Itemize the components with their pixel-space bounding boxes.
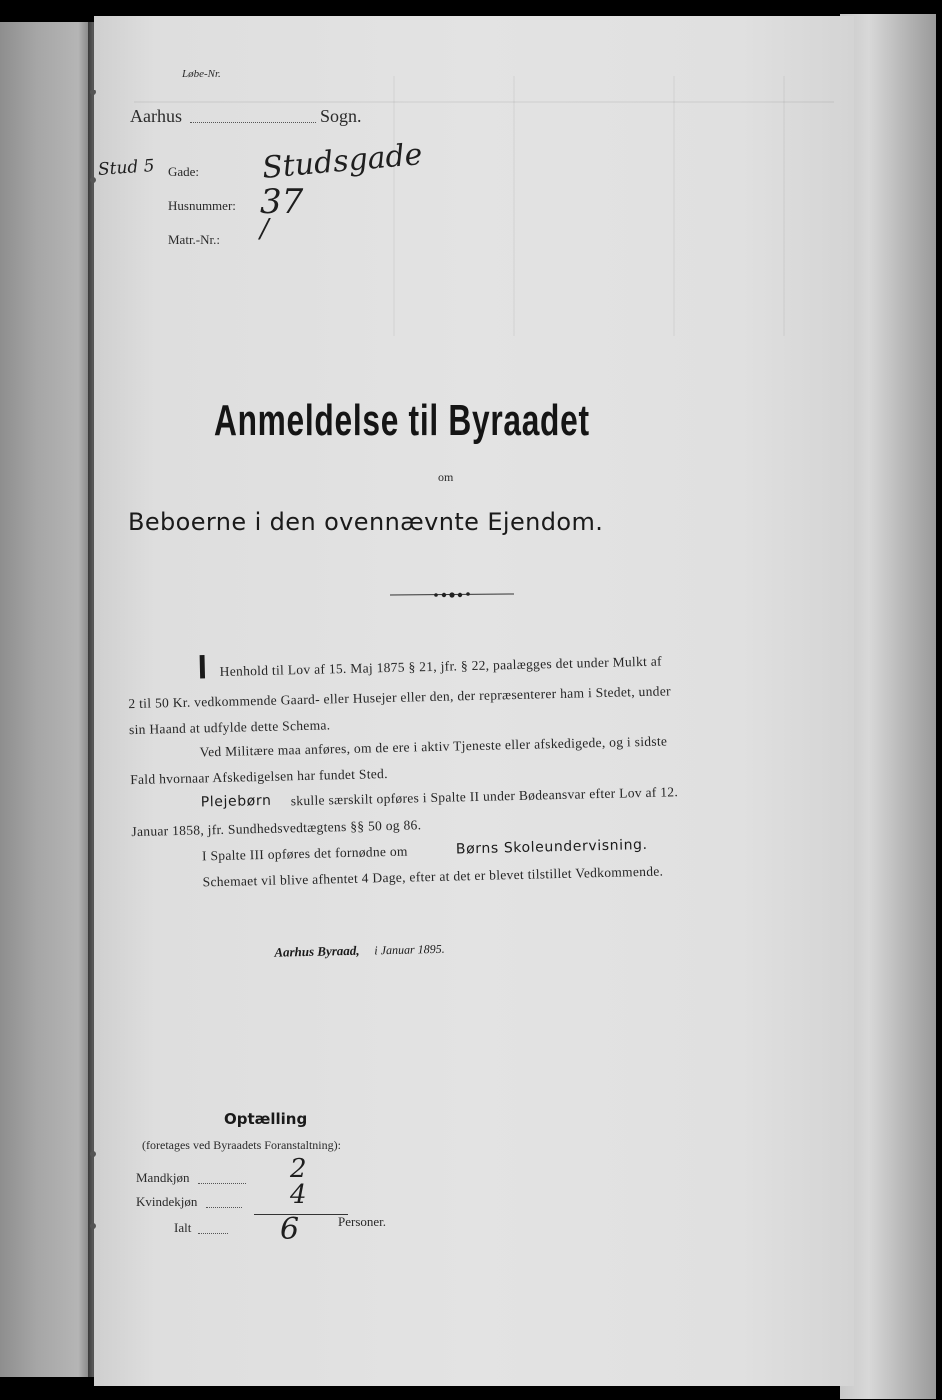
document-page	[94, 16, 854, 1386]
ialt-label: Ialt	[174, 1220, 192, 1235]
om-label: om	[438, 470, 454, 484]
husnummer-label: Husnummer:	[168, 198, 236, 213]
kvinde-dots	[206, 1207, 242, 1208]
husnummer-value: 37	[260, 182, 304, 222]
matr-label: Matr.-Nr.:	[168, 232, 220, 247]
document-subtitle: Beboerne i den ovennævnte Ejendom.	[128, 508, 604, 536]
margin-note: Stud 5	[97, 156, 156, 180]
signature-date: i Januar 1895.	[374, 941, 445, 958]
p1-line2: 2 til 50 Kr. vedkommende Gaard- eller Husejer eller den, der repræsenterer ham i Stedet, under	[128, 683, 671, 712]
count-note: (foretages ved Byraadets Foranstaltning):	[142, 1138, 341, 1152]
p3-line1: skulle særskilt opføres i Spalte II under Bødeansvar efter Lov af 12.	[290, 784, 679, 809]
document-title: Anmeldelse til Byraadet	[214, 396, 590, 445]
p5-line1: Schemaet vil blive afhentet 4 Dage, efter at det er blevet tilstillet Vedkommende.	[202, 863, 664, 890]
lobe-nr-label: Løbe-Nr.	[182, 68, 221, 80]
mand-dots	[198, 1183, 246, 1184]
signature-name: Aarhus Byraad,	[274, 942, 360, 960]
sogn-label: Sogn.	[320, 106, 362, 126]
gade-label: Gade:	[168, 164, 200, 179]
p1-line1: Henhold til Lov af 15. Maj 1875 § 21, jfr. § 22, paalægges det under Mulkt af	[219, 653, 663, 679]
p2-line2: Fald hvornaar Afskedigelsen har fundet Sted.	[130, 766, 388, 788]
left-facing-page	[0, 22, 92, 1377]
personer-label: Personer.	[338, 1214, 387, 1229]
count-heading: Optælling	[224, 1110, 308, 1128]
ialt-dots	[198, 1233, 228, 1234]
mand-label: Mandkjøn	[136, 1170, 190, 1185]
p4-bold-word: Børns Skoleundervisning.	[455, 836, 648, 858]
matr-value: /	[260, 214, 269, 244]
p2-line1: Ved Militære maa anføres, om de ere i aktiv Tjeneste eller afskedigede, og i sidste	[199, 733, 668, 760]
mand-value: 2	[290, 1154, 307, 1184]
sum-rule	[254, 1214, 348, 1215]
dropcap: I	[197, 648, 208, 687]
p4-text: I Spalte III opføres det fornødne om	[201, 843, 408, 864]
kvinde-label: Kvindekjøn	[136, 1194, 198, 1209]
city-label: Aarhus	[130, 106, 182, 126]
body-text-block	[76, 7, 868, 1395]
p3-line2: Januar 1858, jfr. Sundhedsvedtægtens §§ 50 og 86.	[131, 817, 422, 840]
binding-marks	[86, 90, 100, 1390]
p3-bold-word: Plejebørn	[200, 792, 272, 811]
kvinde-value: 4	[290, 1180, 307, 1210]
gade-value: Studsgade	[260, 137, 424, 186]
ialt-value: 6	[280, 1212, 300, 1247]
p1-line3: sin Haand at udfylde dette Schema.	[128, 717, 331, 738]
